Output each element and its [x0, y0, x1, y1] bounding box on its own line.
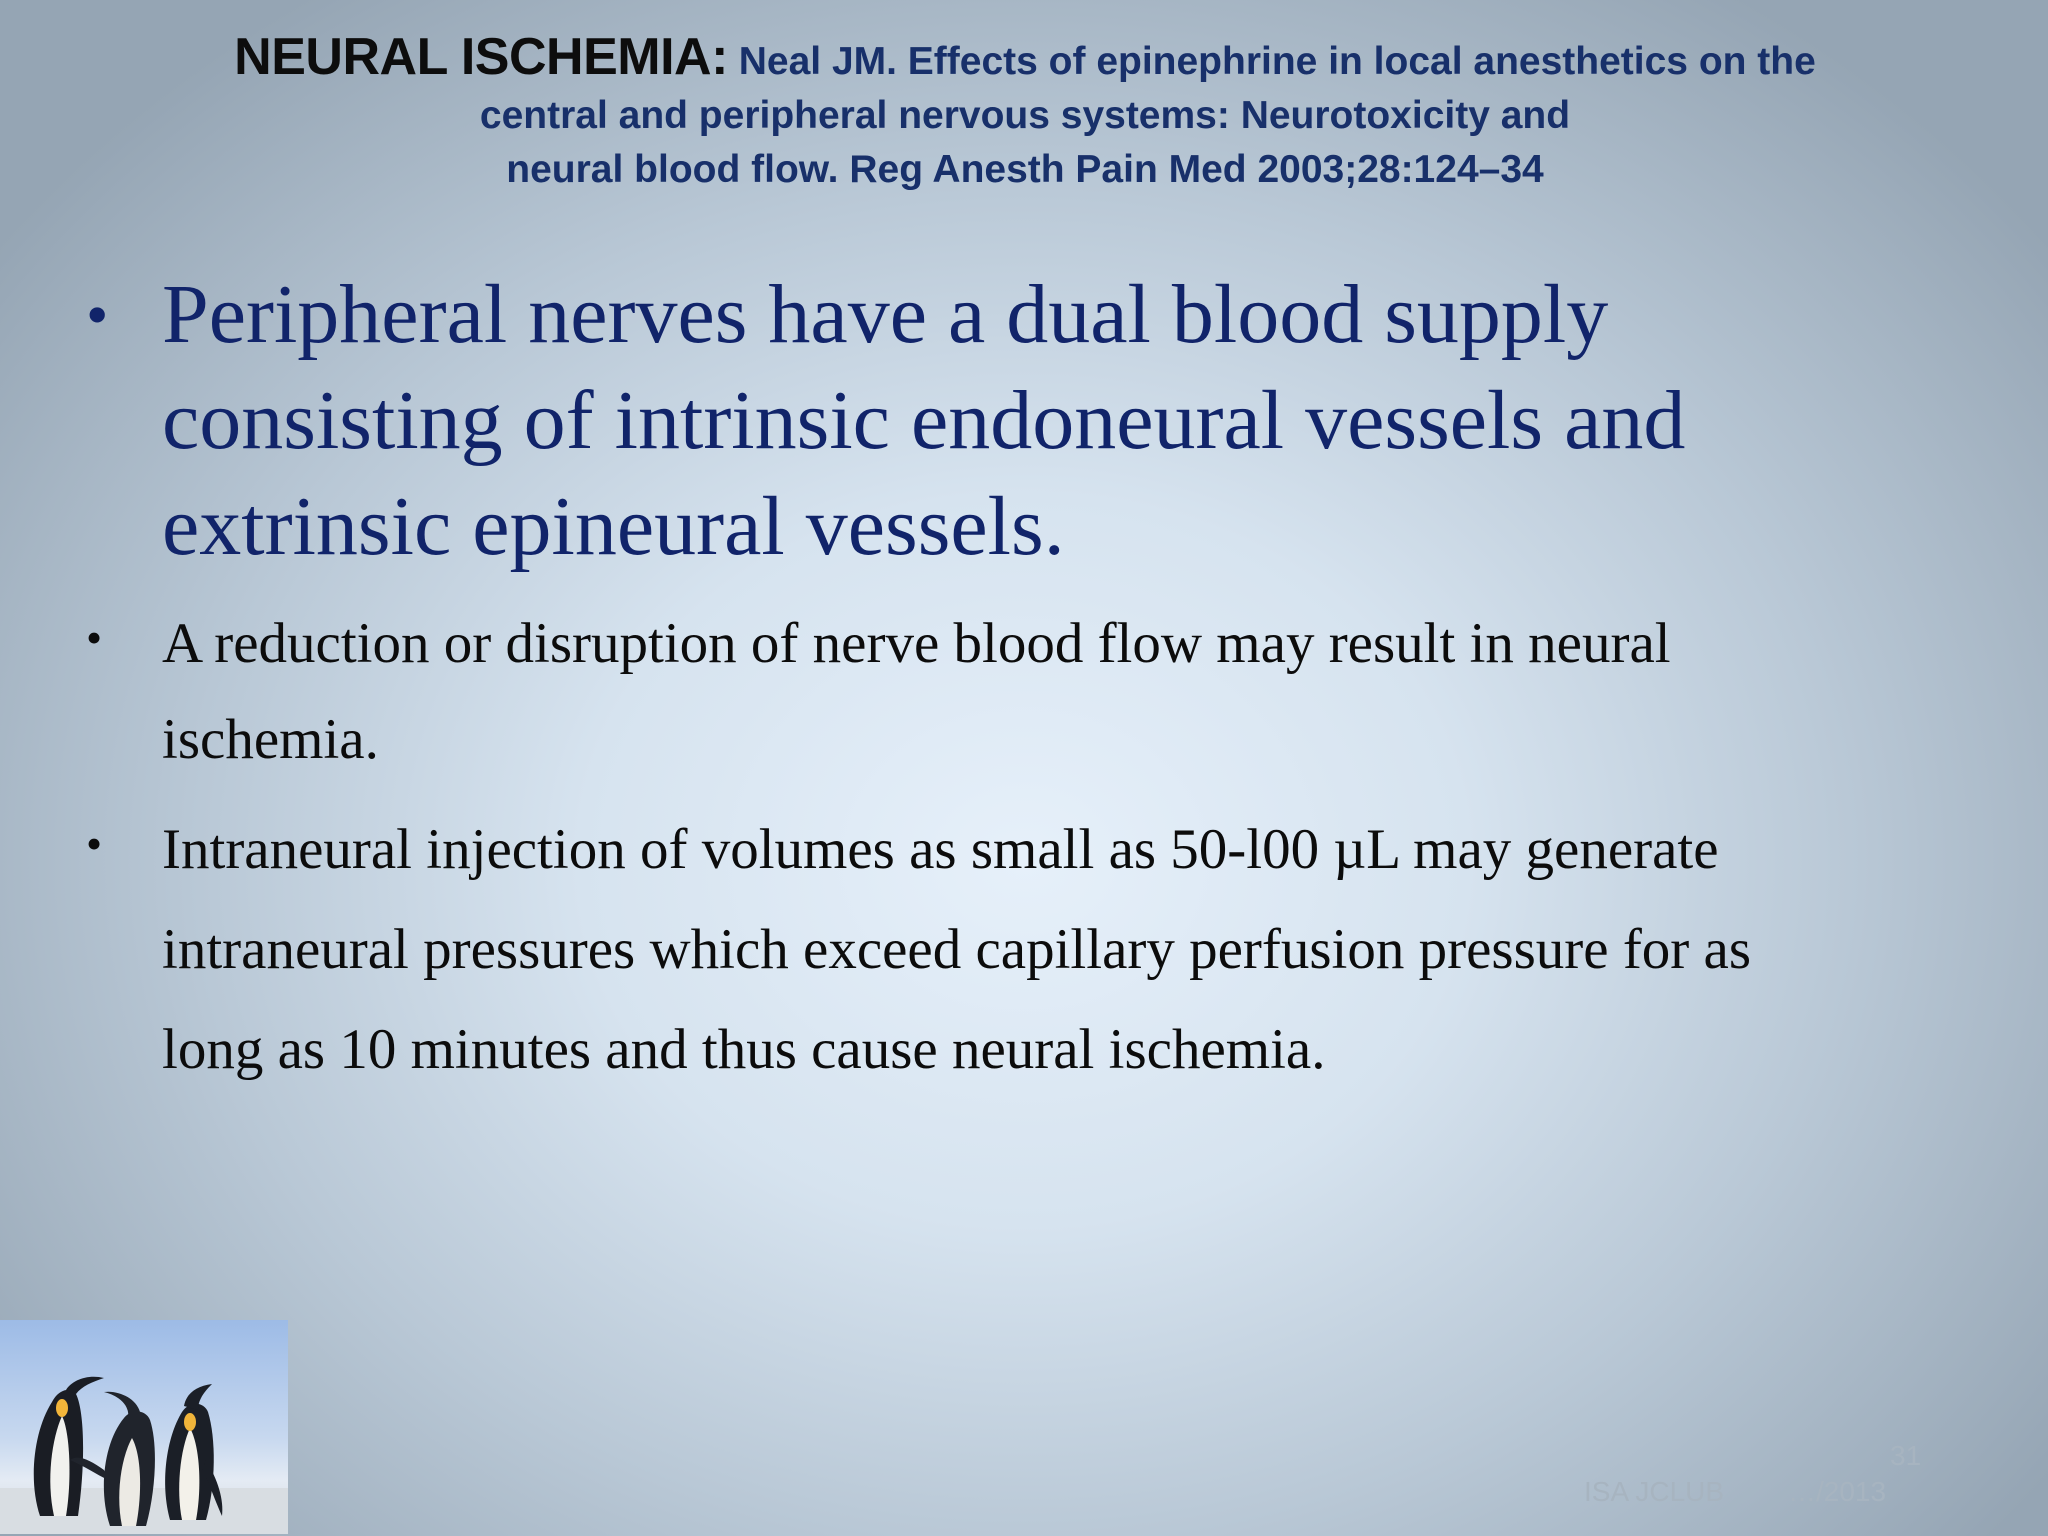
- bullet-dot: •: [86, 818, 103, 869]
- bullet-dot: •: [86, 279, 109, 350]
- bullet-line: intraneural pressures which exceed capillary perfusion pressure for as: [162, 918, 1752, 981]
- bullet-intraneural-injection: [82, 800, 1982, 1100]
- footer-date: …/2013: [1788, 1476, 1887, 1507]
- penguins-photo: [0, 1320, 288, 1534]
- bullet-line: extrinsic epineural vessels.: [162, 480, 1065, 573]
- bullet-line: consisting of intrinsic endoneural vessels and: [162, 374, 1686, 467]
- bullet-line: long as 10 minutes and thus cause neural ischemia.: [162, 1018, 1326, 1081]
- reference-line-3: neural blood flow. Reg Anesth Pain Med 2003;28:124–34: [506, 148, 1544, 191]
- bullet-dual-blood-supply: [82, 262, 1982, 580]
- reference-line-2: central and peripheral nervous systems: Neurotoxicity and: [479, 94, 1571, 137]
- title-heading: NEURAL ISCHEMIA:: [234, 28, 728, 86]
- bullet-line: A reduction or disruption of nerve blood flow may result in neural: [162, 612, 1671, 675]
- bullet-blood-flow-reduction: [82, 596, 1982, 788]
- slide-number: 31: [1890, 1440, 1922, 1471]
- bullet-line: ischemia.: [162, 708, 379, 771]
- title-line-1: [70, 30, 1980, 89]
- footer-club-label: ISA JCLUB: [1584, 1476, 1725, 1507]
- bullet-line: Intraneural injection of volumes as small as 50-l00 µL may generate: [162, 818, 1719, 881]
- reference-line-1: Neal JM. Effects of epinephrine in local anesthetics on the: [738, 40, 1816, 83]
- bullet-dot: •: [86, 612, 103, 663]
- bullet-line: Peripheral nerves have a dual blood supply: [162, 268, 1609, 361]
- slide-title: [70, 30, 1980, 197]
